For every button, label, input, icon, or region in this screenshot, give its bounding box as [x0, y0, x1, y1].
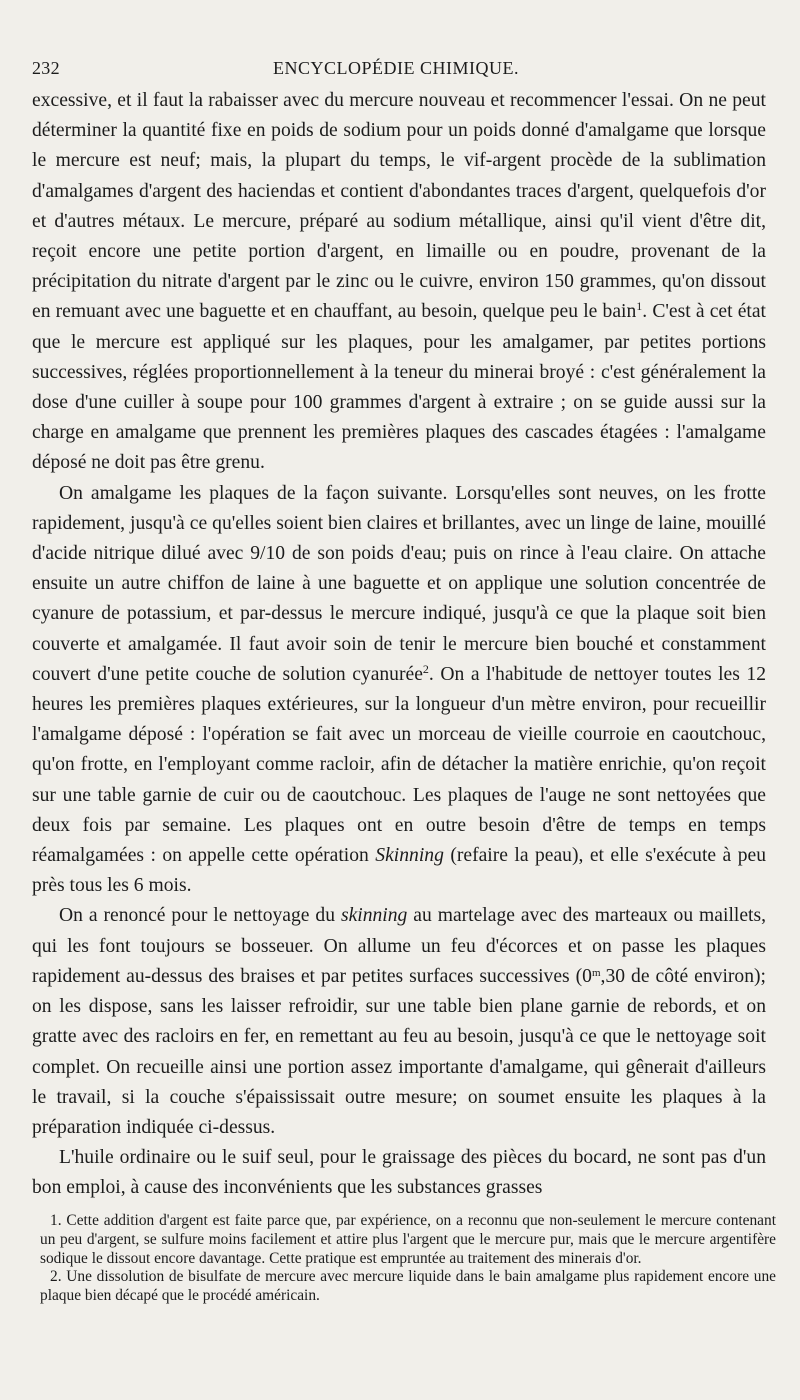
text-span: excessive, et il faut la rabaisser avec du mercure nouveau et recommencer l'essai. On ne peut déterminer la quantité fixe en poids de sodium pour un poids donné d'amalgame que lorsque le mercure est neuf; mais, la plupart du temps, le vif-argent procède de la sublimation d'amalgames d'argent des haciendas et contient d'abondantes traces d'argent, quelquefois d'or et d'autres métaux. Le mercure, préparé au sodium métallique, ainsi qu'il vient d'être dit, reçoit encore une petite portion d'argent, en limaille ou en poudre, provenant de la précipitation du nitrate d'argent par le zinc ou le cuivre, environ 150 grammes, qu'on dissout en remuant avec une baguette et en chauffant, au besoin, quelque peu le bain: [32, 90, 766, 323]
text-span: au martelage avec des marteaux ou maillets, qui les font toujours se bosseuer. On allume un feu d'écorces et on passe les plaques rapidement au-dessus des braises et par petites surfaces successives (0: [32, 905, 766, 987]
main-text: [32, 86, 766, 1204]
text-span: ,30 de côté environ); on les dispose, sans les laisser refroidir, sur une table bien plane garnie de rebords, et on gratte avec des racloirs en fer, en remettant au feu au besoin, jusqu'à ce que le nettoyage soit complet. On recueille ainsi une portion assez importante d'amalgame, qui gênerait d'ailleurs le travail, si la couche s'épaississait outre mesure; on soumet ensuite les plaques à la préparation indiquée ci-dessus.: [32, 965, 766, 1138]
page-number: 232: [32, 58, 60, 78]
footnote-reference[interactable]: 1: [636, 299, 643, 314]
footnote-1: 1. Cette addition d'argent est faite parce que, par expérience, on a reconnu que non-seulement le mercure contenant un peu d'argent, se sulfure moins facilement et attire plus l'argent que le mercure pur, mais que le mercure argentifère sodique le dissout encore davantage. Cette pratique est empruntée au traitement des minerais d'or.: [40, 1212, 776, 1267]
italic-term: Skinning: [375, 845, 444, 867]
unit-superscript: m: [591, 966, 601, 979]
footnotes: [40, 1212, 776, 1306]
paragraph: [32, 1143, 766, 1203]
running-title: ENCYCLOPÉDIE CHIMIQUE.: [273, 58, 519, 78]
paragraph: [32, 86, 766, 479]
text-span: . On a l'habitude de nettoyer toutes les 12 heures les premières plaques extérieures, sur la longueur d'un mètre environ, pour recueillir l'amalgame déposé : l'opération se fait avec un morceau de vieille courroie en caoutchouc, qu'on frotte, en l'employant comme racloir, afin de détacher la matière enrichie, qu'on reçoit sur une table garnie de cuir ou de caoutchouc. Les plaques de l'auge ne sont nettoyées que deux fois par semaine. Les plaques ont en outre besoin d'être de temps en temps réamalgamées : on appelle cette opération: [32, 663, 766, 867]
page-header: [32, 58, 760, 84]
text-span: On amalgame les plaques de la façon suivante. Lorsqu'elles sont neuves, on les frotte rapidement, jusqu'à ce qu'elles soient bien claires et brillantes, avec un linge de laine, mouillé d'acide nitrique dilué avec 9/10 de son poids d'eau; puis on rince à l'eau claire. On attache ensuite un autre chiffon de laine à une baguette et on applique une solution concentrée de cyanure de potassium, et par-dessus le mercure indiqué, jusqu'à ce que la plaque soit bien couverte et amalgamée. Il faut avoir soin de tenir le mercure bien bouché et constamment couvert d'une petite couche de solution cyanurée: [32, 482, 766, 685]
paragraph: [32, 479, 766, 902]
paragraph: [32, 901, 766, 1143]
footnote-2: 2. Une dissolution de bisulfate de mercure avec mercure liquide dans le bain amalgame plus rapidement encore une plaque bien décapé que le procédé américain.: [40, 1268, 776, 1305]
italic-term: skinning: [340, 905, 408, 927]
text-span: . C'est à cet état que le mercure est appliqué sur les plaques, pour les amalgamer, par petites portions successives, réglées proportionnellement à la teneur du minerai broyé : c'est généralement la dose d'une cuiller à soupe pour 100 grammes d'argent à extraire ; on se guide aussi sur la charge en amalgame que prennent les premières plaques des cascades étagées : l'amalgame déposé ne doit pas être grenu.: [32, 301, 766, 474]
text-span: L'huile ordinaire ou le suif seul, pour le graissage des pièces du bocard, ne sont pas d'un bon emploi, à cause des inconvénients que les substances grasses: [32, 1147, 766, 1199]
text-span: On a renoncé pour le nettoyage du: [59, 905, 341, 927]
text-span: (refaire la peau), et elle s'exécute à peu près tous les 6 mois.: [32, 845, 766, 897]
footnote-reference[interactable]: 2: [422, 661, 429, 676]
